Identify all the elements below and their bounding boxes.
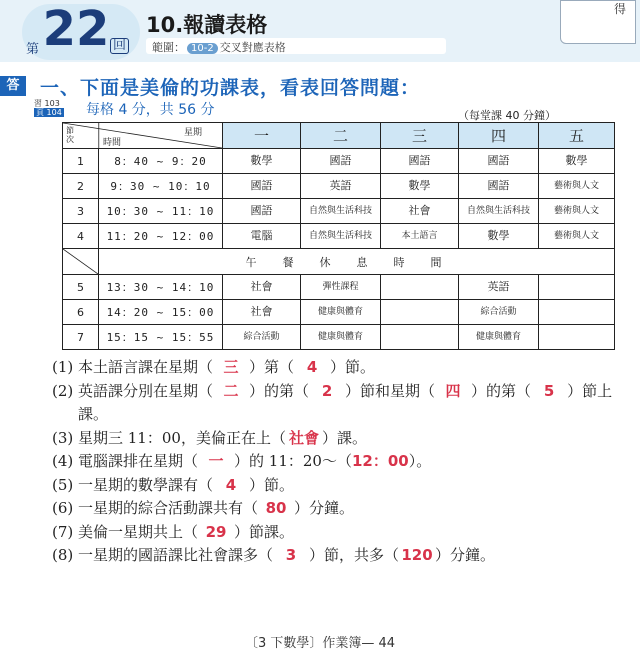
subject-cell: 自然與生活科技 bbox=[301, 224, 381, 249]
subject-cell: 社會 bbox=[223, 300, 301, 325]
day-header: 四 bbox=[459, 123, 539, 149]
question-number: (8) bbox=[52, 546, 74, 564]
question-item bbox=[52, 380, 632, 427]
question-text: 美倫一星期共上（ bbox=[78, 522, 199, 541]
day-header: 五 bbox=[539, 123, 615, 149]
question-text: 一星期的綜合活動課共有（ bbox=[78, 499, 259, 517]
lunch-break-row: 午餐休息時間 bbox=[99, 249, 615, 275]
subject-cell: 藝術與人文 bbox=[539, 224, 615, 249]
question-number: (1) bbox=[52, 358, 74, 376]
question-text: ）節和星期（ bbox=[345, 381, 436, 400]
subject-cell: 國語 bbox=[223, 199, 301, 224]
question-number: (3) bbox=[52, 428, 74, 447]
table-row bbox=[63, 199, 615, 224]
answer-value: 2 bbox=[321, 381, 333, 400]
question-item bbox=[52, 450, 632, 474]
answer-value: 120 bbox=[401, 546, 433, 564]
question-text: 一星期的數學課有（ bbox=[78, 475, 214, 494]
period-cell: 5 bbox=[63, 275, 99, 300]
question-text: ）節上課。 bbox=[78, 381, 613, 423]
time-cell: 11：20 ~ 12：00 bbox=[99, 224, 223, 249]
answer-value: 三 bbox=[223, 358, 239, 376]
reference-line-1: 習 103 bbox=[34, 99, 60, 108]
question-text: ）節，共多（ bbox=[309, 546, 400, 564]
question-text: 一星期的國語課比社會課多（ bbox=[78, 546, 274, 564]
page-title: 10.報讀表格 bbox=[146, 13, 268, 37]
table-row bbox=[63, 325, 615, 350]
answer-value: 4 bbox=[306, 358, 318, 376]
question-text: ）的 11：20～（ bbox=[234, 452, 352, 470]
question-item bbox=[52, 521, 632, 545]
subject-cell: 國語 bbox=[459, 174, 539, 199]
day-header: 二 bbox=[301, 123, 381, 149]
subject-cell: 數學 bbox=[223, 149, 301, 174]
answer-tag: 答 bbox=[0, 76, 26, 96]
table-row bbox=[63, 149, 615, 174]
subject-cell: 健康與體育 bbox=[301, 300, 381, 325]
subject-cell: 英語 bbox=[459, 275, 539, 300]
question-number: (7) bbox=[52, 522, 74, 541]
subject-cell: 自然與生活科技 bbox=[459, 199, 539, 224]
points-note: 每格 4 分，共 56 分 bbox=[86, 102, 215, 118]
question-item bbox=[52, 356, 632, 380]
lunch-period-cell bbox=[63, 249, 99, 275]
answer-value: 4 bbox=[225, 475, 237, 494]
reference-box bbox=[34, 99, 64, 117]
subject-cell: 英語 bbox=[301, 174, 381, 199]
subject-cell bbox=[381, 300, 459, 325]
period-cell: 3 bbox=[63, 199, 99, 224]
question-text: ）課。 bbox=[321, 428, 367, 447]
time-cell: 10：30 ~ 11：10 bbox=[99, 199, 223, 224]
answer-value: 四 bbox=[445, 381, 461, 400]
question-text: 英語課分別在星期（ bbox=[78, 381, 214, 400]
answer-value: 3 bbox=[285, 546, 297, 564]
answer-value: 12：00 bbox=[351, 452, 409, 470]
question-number: (4) bbox=[52, 452, 74, 470]
scope-line bbox=[152, 39, 286, 55]
scope-text: 交叉對應表格 bbox=[219, 41, 286, 54]
subject-cell bbox=[539, 300, 615, 325]
subject-cell: 自然與生活科技 bbox=[301, 199, 381, 224]
question-text: 電腦課排在星期（ bbox=[78, 452, 199, 470]
page-footer: 〔3 下數學〕作業簿— 44 bbox=[244, 636, 396, 651]
question-text: ）節課。 bbox=[234, 522, 295, 541]
table-row bbox=[63, 224, 615, 249]
subject-cell bbox=[539, 325, 615, 350]
corner-time-label: 時間 bbox=[103, 138, 122, 148]
question-text: ）節。 bbox=[330, 358, 376, 376]
question-text: ）第（ bbox=[249, 358, 295, 376]
subject-cell: 藝術與人文 bbox=[539, 199, 615, 224]
table-row bbox=[63, 174, 615, 199]
table-corner bbox=[63, 123, 223, 149]
answer-value: 一 bbox=[208, 452, 224, 470]
answer-value: 5 bbox=[543, 381, 555, 400]
scope-tag: 10-2 bbox=[187, 43, 218, 54]
question-item bbox=[52, 474, 632, 498]
question-title: 一、下面是美倫的功課表，看表回答問題： bbox=[40, 77, 421, 99]
question-text: ）分鐘。 bbox=[294, 499, 355, 517]
time-cell: 9：30 ~ 10：10 bbox=[99, 174, 223, 199]
lunch-diagonal bbox=[63, 249, 98, 274]
time-cell: 8：40 ~ 9：20 bbox=[99, 149, 223, 174]
subject-cell: 健康與體育 bbox=[301, 325, 381, 350]
answer-value: 80 bbox=[265, 499, 287, 517]
subject-cell: 彈性課程 bbox=[301, 275, 381, 300]
day-header: 一 bbox=[223, 123, 301, 149]
subject-cell: 國語 bbox=[381, 149, 459, 174]
time-cell: 13：30 ~ 14：10 bbox=[99, 275, 223, 300]
question-list bbox=[52, 356, 632, 568]
question-text: 星期三 11：00，美倫正在上（ bbox=[78, 428, 286, 447]
corner-weekday-label: 星期 bbox=[183, 128, 202, 138]
lesson-prefix: 第 bbox=[26, 42, 40, 57]
question-item bbox=[52, 544, 632, 568]
lesson-number: 22 bbox=[42, 1, 110, 57]
period-cell: 7 bbox=[63, 325, 99, 350]
subject-cell bbox=[381, 275, 459, 300]
corner-period-label: 節次 bbox=[66, 126, 74, 144]
subject-cell: 電腦 bbox=[223, 224, 301, 249]
subject-cell bbox=[539, 275, 615, 300]
question-text: ）的第（ bbox=[471, 381, 532, 400]
subject-cell: 數學 bbox=[381, 174, 459, 199]
question-item bbox=[52, 497, 632, 521]
question-text: ）分鐘。 bbox=[435, 546, 496, 564]
scope-label: 範圍： bbox=[152, 41, 185, 54]
period-cell: 6 bbox=[63, 300, 99, 325]
subject-cell: 國語 bbox=[459, 149, 539, 174]
time-cell: 14：20 ~ 15：00 bbox=[99, 300, 223, 325]
question-item bbox=[52, 427, 632, 451]
day-header: 三 bbox=[381, 123, 459, 149]
question-text: ）。 bbox=[408, 452, 432, 470]
score-label: 得 bbox=[614, 2, 627, 16]
question-number: (2) bbox=[52, 381, 74, 400]
answer-value: 社會 bbox=[288, 428, 319, 447]
subject-cell: 國語 bbox=[301, 149, 381, 174]
question-number: (6) bbox=[52, 499, 74, 517]
table-row bbox=[63, 275, 615, 300]
question-text: ）節。 bbox=[249, 475, 295, 494]
lesson-suffix: 回 bbox=[110, 38, 129, 54]
question-text: ）的第（ bbox=[249, 381, 310, 400]
subject-cell: 社會 bbox=[223, 275, 301, 300]
schedule-table bbox=[62, 122, 615, 350]
question-number: (5) bbox=[52, 475, 74, 494]
subject-cell bbox=[381, 325, 459, 350]
subject-cell: 國語 bbox=[223, 174, 301, 199]
class-duration-note: （每堂課 40 分鐘） bbox=[458, 109, 556, 122]
answer-value: 29 bbox=[205, 522, 227, 541]
subject-cell: 綜合活動 bbox=[223, 325, 301, 350]
answer-value: 二 bbox=[223, 381, 239, 400]
table-row bbox=[63, 300, 615, 325]
reference-line-2: 頁 104 bbox=[36, 108, 62, 117]
subject-cell: 本土語言 bbox=[381, 224, 459, 249]
subject-cell: 健康與體育 bbox=[459, 325, 539, 350]
subject-cell: 綜合活動 bbox=[459, 300, 539, 325]
question-text: 本土語言課在星期（ bbox=[78, 358, 214, 376]
period-cell: 1 bbox=[63, 149, 99, 174]
period-cell: 2 bbox=[63, 174, 99, 199]
time-cell: 15：15 ~ 15：55 bbox=[99, 325, 223, 350]
subject-cell: 數學 bbox=[459, 224, 539, 249]
period-cell: 4 bbox=[63, 224, 99, 249]
subject-cell: 數學 bbox=[539, 149, 615, 174]
subject-cell: 藝術與人文 bbox=[539, 174, 615, 199]
subject-cell: 社會 bbox=[381, 199, 459, 224]
